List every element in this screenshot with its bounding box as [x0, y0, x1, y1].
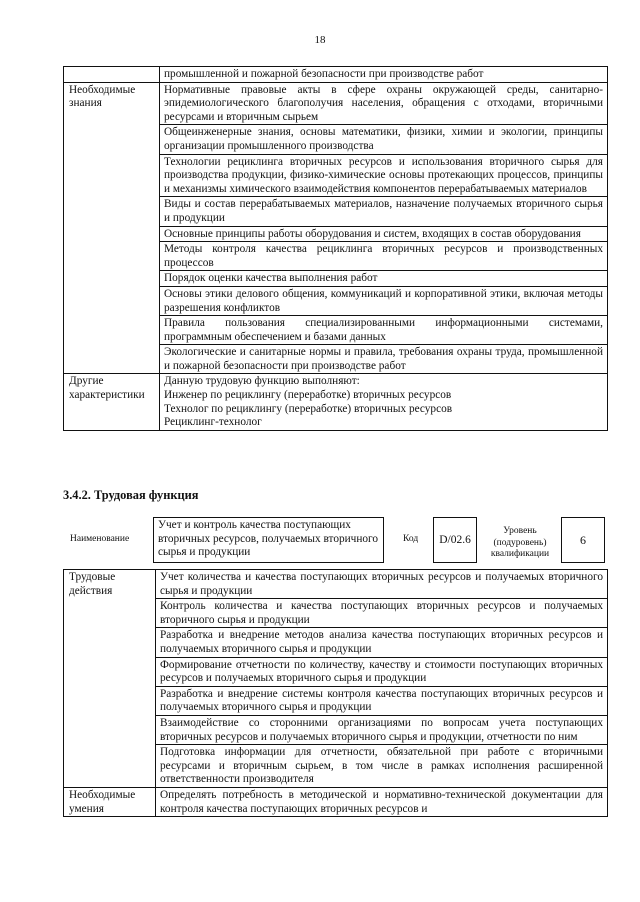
row-text: Разработка и внедрение методов анализа качества поступающих вторичных ресурсов и получаемых вторичного сырья и продукции [156, 628, 608, 657]
table-row [64, 374, 608, 430]
other-line: Данную трудовую функцию выполняют: [164, 375, 360, 388]
name-label: Наименование [70, 534, 130, 544]
row-text: Учет количества и качества поступающих вторичных ресурсов и получаемых вторичного сырья и продукции [156, 570, 608, 599]
row-text: Взаимодействие со сторонними организациями по вопросам учета поступающих вторичных ресурсов и получаемых вторичного сырья и продукции, отчетности по ним [156, 715, 608, 744]
row-text: Технологии рециклинга вторичных ресурсов и использования вторичного сырья для производства продукции, физико-химические основы протекающих процессов, принципы и механизмы химического взаимодействия компонентов перерабатываемых материалов [160, 154, 608, 197]
row-text: Нормативные правовые акты в сфере охраны окружающей среды, санитарно-эпидемиологического благополучия населения, обращения с отходами, вторичными ресурсами и вторичным сырьем [160, 82, 608, 125]
row-text: Порядок оценки качества выполнения работ [160, 271, 608, 287]
other-line: Инженер по рециклингу (переработке) вторичных ресурсов [164, 389, 452, 402]
table-row [64, 787, 608, 816]
row-text: Формирование отчетности по количеству, качеству и стоимости поступающих вторичных ресурсов и получаемых вторичного сырья и продукции [156, 657, 608, 686]
code-value: D/02.6 [433, 517, 477, 563]
row-label-other-characteristics: Другие характеристики [64, 374, 160, 430]
page-number: 18 [314, 34, 326, 46]
row-text: Контроль количества и качества поступающих вторичных ресурсов и получаемых вторичного сырья и продукции [156, 599, 608, 628]
row-text: Методы контроля качества рециклинга вторичных ресурсов и производственных процессов [160, 242, 608, 271]
row-label [64, 67, 160, 83]
table-row [64, 570, 608, 599]
qualification-level-value: 6 [561, 517, 605, 563]
row-text: Общеинженерные знания, основы математики, физики, химии и экологии, принципы организации промышленного производства [160, 125, 608, 154]
other-characteristics-text [160, 374, 608, 430]
other-line: Рециклинг-технолог [164, 416, 262, 429]
row-label-required-knowledge: Необходимые знания [64, 82, 160, 374]
row-text: Основные принципы работы оборудования и систем, входящих в состав оборудования [160, 226, 608, 242]
level-label-line: квалификации [490, 549, 550, 559]
row-text: Виды и состав перерабатываемых материалов, назначение получаемых вторичного сырья и продукции [160, 197, 608, 226]
code-label: Код [403, 534, 419, 544]
row-text: промышленной и пожарной безопасности при производстве работ [160, 67, 608, 83]
table-row [64, 82, 608, 125]
section-title: 3.4.2. Трудовая функция [63, 488, 199, 502]
row-text: Правила пользования специализированными информационными системами, программным обеспечением и базами данных [160, 316, 608, 345]
table-row [64, 67, 608, 83]
other-line: Технолог по рециклингу (переработке) вторичных ресурсов [164, 402, 453, 415]
qualification-level-label [484, 526, 556, 561]
level-label-line: Уровень [503, 526, 537, 536]
knowledge-table [63, 66, 608, 431]
row-text: Разработка и внедрение системы контроля качества поступающих вторичных ресурсов и получаемых вторичного сырья и продукции [156, 686, 608, 715]
row-label-labor-actions: Трудовые действия [64, 570, 156, 788]
actions-table [63, 569, 608, 817]
row-text: Подготовка информации для отчетности, обязательной при работе с вторичными ресурсами и вторичным сырьем, в том числе в рамках исполнения расширенной ответственности производителя [156, 745, 608, 788]
row-text: Определять потребность в методической и нормативно-технической документации для контроля качества поступающих вторичных ресурсов и [156, 787, 608, 816]
function-header [0, 510, 640, 566]
level-label-line: (подуровень) [493, 537, 547, 548]
row-label-required-skills: Необходимые умения [64, 787, 156, 816]
name-value: Учет и контроль качества поступающих вторичных ресурсов, получаемых вторичного сырья и продукции [153, 517, 384, 563]
row-text: Экологические и санитарные нормы и правила, требования охраны труда, промышленной и пожарной безопасности при производстве работ [160, 345, 608, 374]
row-text: Основы этики делового общения, коммуникаций и корпоративной этики, включая методы разрешения конфликтов [160, 286, 608, 315]
